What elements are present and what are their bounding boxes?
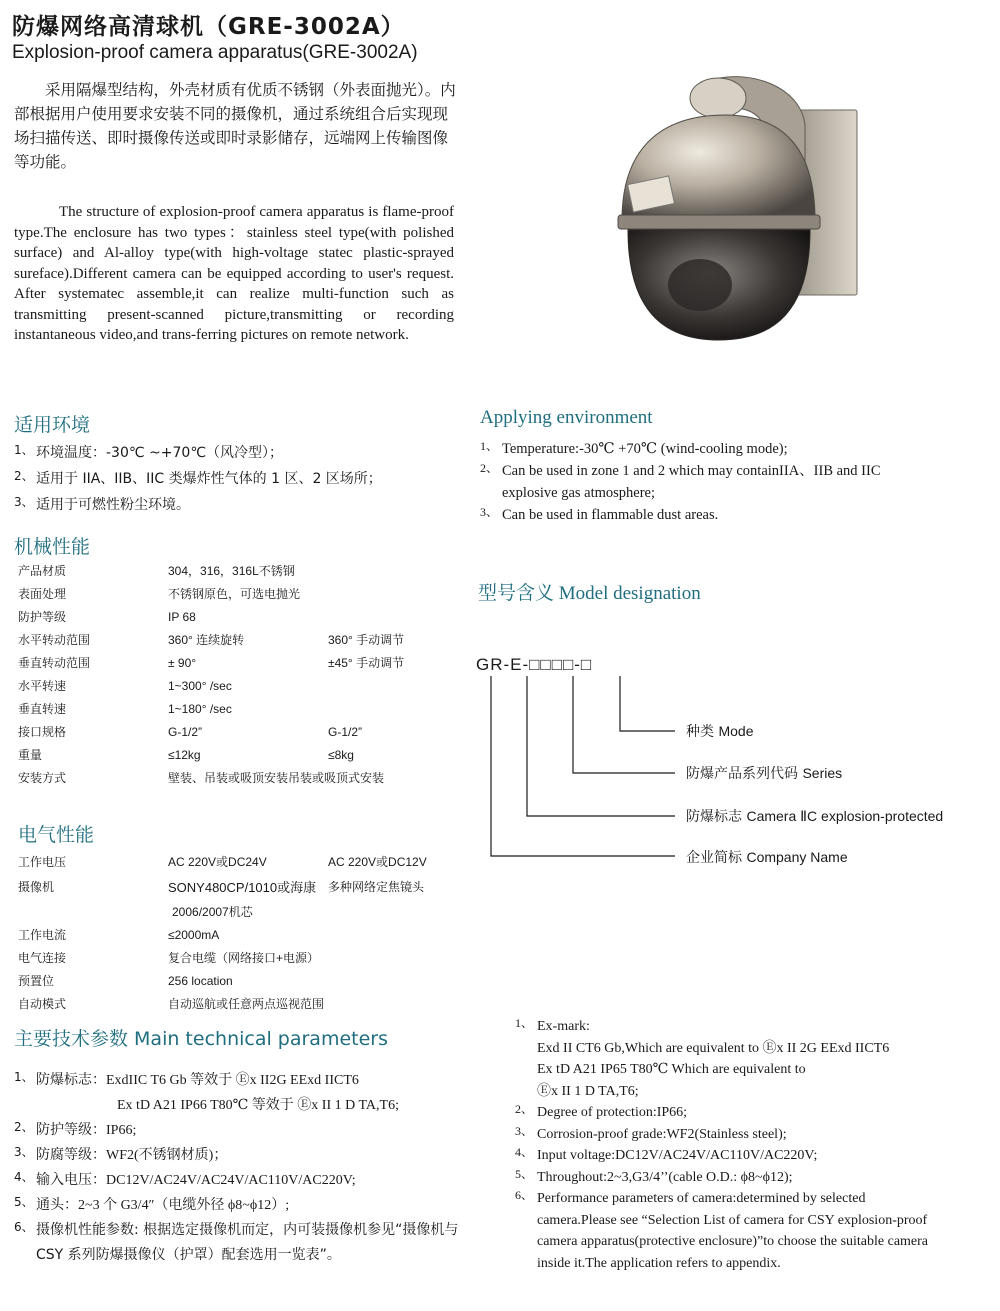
model-label-cn: 种类 xyxy=(686,724,714,740)
item-number: 3、 xyxy=(14,1145,34,1159)
spec-value: 1~180° /sec xyxy=(168,701,232,716)
table-row xyxy=(18,923,427,946)
environment-cn-heading: 适用环境 xyxy=(14,414,91,436)
item-number: 1、 xyxy=(515,1016,534,1030)
item-sub: Exd II CT6 Gb,Which are equivalent to Ⓔx II 2G EExd IICT6 xyxy=(537,1040,890,1056)
table-row xyxy=(18,969,427,992)
item-text: 环境温度：-30℃ ~+70℃（风冷型）； xyxy=(36,445,284,461)
spec-value-alt xyxy=(328,559,404,582)
model-label-company xyxy=(686,847,848,867)
item-number: 1、 xyxy=(14,443,34,457)
item-body: 根据选定摄像机而定，内可装摄像机参见“摄像机与 CSY 系列防爆摄像仪（护罩）配套选用一览表”。 xyxy=(36,1222,459,1263)
item-text: Degree of protection:IP66; xyxy=(537,1105,688,1120)
list-item xyxy=(14,1168,484,1193)
spec-value: ≤12kg xyxy=(168,747,201,762)
spec-label: 预置位 xyxy=(18,974,55,988)
model-label-en: Camera ⅡC explosion-protected xyxy=(746,808,944,824)
spec-label: 水平转动范围 xyxy=(18,633,91,647)
spec-value: 壁装、吊装或吸顶安装吊装或吸顶式安装 xyxy=(168,771,385,785)
spec-label: 垂直转动范围 xyxy=(18,656,91,670)
model-label-series xyxy=(686,763,842,783)
spec-value-alt: G-1/2” xyxy=(328,724,363,739)
item-number: 3、 xyxy=(480,505,499,519)
table-row xyxy=(18,559,404,582)
spec-value: 自动巡航或任意两点巡视范围 xyxy=(168,997,325,1011)
item-number: 3、 xyxy=(14,495,34,509)
item-text: Temperature:-30℃ +70℃ (wind-cooling mode); xyxy=(502,441,788,457)
item-number: 4、 xyxy=(515,1145,534,1159)
spec-value-alt: ±45° 手动调节 xyxy=(328,656,405,670)
spec-value: ≤2000mA xyxy=(168,927,220,942)
item-label: 防腐等级： xyxy=(36,1147,106,1163)
spec-value-alt: 360° 手动调节 xyxy=(328,633,405,647)
spec-value: 256 location xyxy=(168,973,233,988)
item-text: Can be used in flammable dust areas. xyxy=(502,507,719,523)
spec-label: 防护等级 xyxy=(18,610,67,624)
list-item xyxy=(14,492,474,518)
tech-heading: 主要技术参数 Main technical parameters xyxy=(14,1028,388,1050)
intro-cn xyxy=(14,78,462,174)
spec-label: 摄像机 xyxy=(18,880,55,894)
list-item xyxy=(515,1016,930,1038)
electrical-table xyxy=(18,850,427,1015)
item-label: 防爆标志： xyxy=(36,1072,106,1088)
list-item xyxy=(14,1118,484,1143)
table-row xyxy=(18,850,427,873)
item-text: Ex-mark: xyxy=(537,1019,590,1034)
spec-value-alt xyxy=(328,900,427,923)
item-number: 2、 xyxy=(480,461,499,475)
spec-value: 不锈钢原色，可选电抛光 xyxy=(168,587,301,601)
tech-cn-list xyxy=(14,1068,484,1268)
model-label-en: Series xyxy=(802,765,843,781)
table-row xyxy=(18,766,404,789)
list-item xyxy=(515,1167,930,1189)
spec-value-alt xyxy=(328,697,404,720)
list-item xyxy=(14,1218,484,1268)
spec-value-alt: AC 220V或DC12V xyxy=(328,855,427,869)
spec-value-alt xyxy=(328,674,404,697)
item-label: 摄像机性能参数: xyxy=(36,1222,139,1238)
model-label-mode xyxy=(686,721,753,741)
list-item xyxy=(515,1124,930,1146)
intro-en-text: The structure of explosion-proof camera apparatus is flame-proof type.The enclosure has two types：stainless steel type(with polished surface) and Al-alloy type(with high-voltage statec plastic-sprayed sureface).Different camera can be equipped according to user's request. After systematec assemble,it can realize multi-function such as transmitting present-scanned picture,transmitting or recording instantaneous video,and trans-ferring pictures on remote network. xyxy=(14,204,454,343)
spec-label: 安装方式 xyxy=(18,771,67,785)
list-item xyxy=(14,466,474,492)
table-row xyxy=(18,697,404,720)
connector-company xyxy=(491,676,675,856)
page-title-en: Explosion-proof camera apparatus(GRE-3002A) xyxy=(12,42,418,63)
item-number: 1、 xyxy=(480,439,499,453)
item-text: ExdIIC T6 Gb 等效于 Ⓔx II2G EExd IICT6 xyxy=(106,1073,359,1088)
model-label-cn: 防爆标志 xyxy=(686,809,742,825)
intro-en xyxy=(14,202,454,346)
item-number: 1、 xyxy=(14,1070,34,1084)
item-text: 适用于 IIA、IIB、IIC 类爆炸性气体的 1 区、2 区场所； xyxy=(36,471,382,487)
spec-value-alt xyxy=(328,605,404,628)
list-item xyxy=(14,440,474,466)
table-row xyxy=(18,743,404,766)
item-text: Performance parameters of camera:determined by selected camera.Please see “Selection List of camera for CSY explosion-proof camera apparatus(protective enclosure)”to choose the suitable camera inside it.The application refers to appendix. xyxy=(537,1191,929,1271)
table-row xyxy=(18,651,404,674)
spec-label xyxy=(18,900,168,923)
spec-value-alt xyxy=(328,969,427,992)
table-row xyxy=(18,900,427,923)
model-label-en: Company Name xyxy=(746,849,848,865)
list-item xyxy=(480,438,920,460)
item-number: 6、 xyxy=(515,1188,534,1202)
model-code: GR-E-□□□□-□ xyxy=(476,655,593,674)
spec-value: 复合电缆（网络接口+电源） xyxy=(168,951,320,965)
intro-cn-text: 采用隔爆型结构，外壳材质有优质不锈钢（外表面抛光）。内部根据用户使用要求安装不同的摄像机，通过系统组合后实现现场扫描传送、即时摄像传送或即时录影储存，远端网上传输图像等功能。 xyxy=(14,81,456,171)
table-row xyxy=(18,628,404,651)
model-label-explosion xyxy=(686,806,943,826)
table-row xyxy=(18,946,427,969)
model-label-cn: 防爆产品系列代码 xyxy=(686,766,798,782)
item-text-cont: Ex tD A21 IP66 T80℃ 等效于 Ⓔx II 1 D TA,T6; xyxy=(117,1098,399,1113)
spec-label: 重量 xyxy=(18,748,43,762)
item-number: 2、 xyxy=(14,469,34,483)
mechanical-table xyxy=(18,559,404,789)
spec-value: 1~300° /sec xyxy=(168,678,232,693)
item-number: 3、 xyxy=(515,1123,534,1138)
spec-label: 垂直转速 xyxy=(18,702,67,716)
spec-value-alt: ≤8kg xyxy=(328,747,354,762)
item-label: 通头： xyxy=(36,1197,78,1213)
table-row xyxy=(18,674,404,697)
connector-explosion xyxy=(527,676,675,816)
item-label: 防护等级： xyxy=(36,1122,106,1138)
spec-value: 304，316，316L不锈钢 xyxy=(168,564,295,578)
spec-value: 2006/2007机芯 xyxy=(172,905,253,919)
item-number: 5、 xyxy=(515,1166,534,1181)
model-label-cn: 企业简标 xyxy=(686,850,742,866)
page-title-cn: 防爆网络高清球机（GRE-3002A） xyxy=(12,14,405,40)
spec-value: IP 68 xyxy=(168,609,196,624)
list-item xyxy=(515,1188,930,1274)
spec-value-alt xyxy=(328,923,427,946)
dome-camera-photo xyxy=(600,70,865,355)
item-text: 2~3 个 G3/4″（电缆外径 ϕ8~ϕ12）; xyxy=(78,1198,290,1213)
spec-label: 自动模式 xyxy=(18,997,67,1011)
table-row xyxy=(18,605,404,628)
item-number: 2、 xyxy=(515,1102,534,1116)
connector-mode xyxy=(620,676,675,731)
item-number: 4、 xyxy=(14,1170,34,1184)
spec-value: SONY480CP/1010或海康 xyxy=(168,880,317,895)
spec-label: 水平转速 xyxy=(18,679,67,693)
item-sub: Ⓔx II 1 D TA,T6; xyxy=(537,1083,639,1099)
item-text: Corrosion-proof grade:WF2(Stainless steel); xyxy=(537,1126,787,1142)
table-row xyxy=(18,582,404,605)
list-item xyxy=(480,460,920,504)
item-text: Throughout:2~3,G3/4’’(cable O.D.: ϕ8~ϕ12); xyxy=(537,1169,793,1185)
item-text: DC12V/AC24V/AC24V/AC110V/AC220V; xyxy=(106,1173,356,1188)
item-number: 5、 xyxy=(14,1195,34,1209)
spec-value-alt: 多种网络定焦镜头 xyxy=(328,880,425,894)
electrical-heading: 电气性能 xyxy=(18,824,95,846)
environment-en-list xyxy=(480,438,920,526)
spec-label: 产品材质 xyxy=(18,564,67,578)
spec-label: 电气连接 xyxy=(18,951,67,965)
spec-value: ± 90° xyxy=(168,655,197,670)
item-sub: Ex tD A21 IP65 T80℃ Which are equivalent to xyxy=(537,1062,806,1077)
model-label-en: Mode xyxy=(718,723,754,739)
item-text xyxy=(36,1218,484,1268)
environment-en-heading: Applying environment xyxy=(480,407,653,428)
table-row xyxy=(18,873,427,900)
environment-cn-list xyxy=(14,440,474,518)
spec-label: 工作电压 xyxy=(18,855,67,869)
spec-value: G-1/2” xyxy=(168,724,203,739)
tech-en-list xyxy=(515,1016,930,1274)
connector-series xyxy=(573,676,675,773)
spec-value-alt xyxy=(328,582,404,605)
spec-value: 360° 连续旋转 xyxy=(168,633,245,647)
spec-label: 工作电流 xyxy=(18,928,67,942)
item-label: 输入电压： xyxy=(36,1172,106,1188)
table-row xyxy=(18,720,404,743)
list-item xyxy=(515,1102,930,1124)
spec-value: AC 220V或DC24V xyxy=(168,855,267,869)
list-item xyxy=(14,1068,484,1093)
table-row xyxy=(18,992,427,1015)
model-heading: 型号含义 Model designation xyxy=(478,583,701,604)
item-text: WF2(不锈钢材质)； xyxy=(106,1148,228,1163)
list-item xyxy=(14,1193,484,1218)
dome-camera-icon xyxy=(600,70,865,355)
item-number: 6、 xyxy=(14,1220,34,1234)
item-text: IP66; xyxy=(106,1123,137,1138)
list-item xyxy=(515,1145,930,1167)
item-text: 适用于可燃性粉尘环境。 xyxy=(36,497,190,513)
item-text: Input voltage:DC12V/AC24V/AC110V/AC220V; xyxy=(537,1148,818,1163)
item-text: Can be used in zone 1 and 2 which may containIIA、IIB and IIC explosive gas atmosphere; xyxy=(502,463,881,501)
mechanical-heading: 机械性能 xyxy=(14,536,91,558)
list-item xyxy=(14,1143,484,1168)
list-item xyxy=(480,504,920,526)
spec-label: 表面处理 xyxy=(18,587,67,601)
spec-label: 接口规格 xyxy=(18,725,67,739)
item-number: 2、 xyxy=(14,1120,34,1134)
